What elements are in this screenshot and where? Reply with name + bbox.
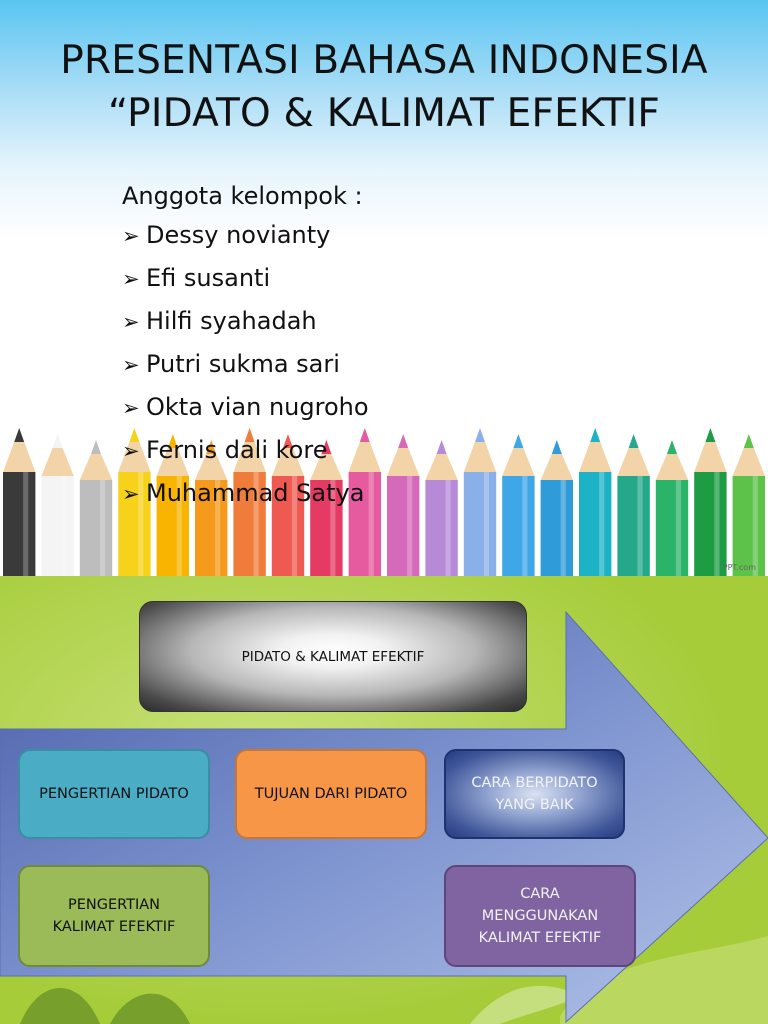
member-item bbox=[122, 343, 369, 386]
member-item bbox=[122, 472, 369, 515]
pencil-highlight bbox=[61, 476, 66, 576]
pencil-wood bbox=[41, 448, 73, 476]
tujuan-pidato-box bbox=[235, 749, 427, 839]
pencil-body bbox=[733, 476, 765, 576]
pencil-lead bbox=[398, 434, 408, 448]
member-name: Dessy novianty bbox=[146, 221, 331, 249]
pencil-lead bbox=[513, 434, 523, 448]
arrow-bullet-icon: ➢ bbox=[122, 310, 140, 334]
title-line-1: PRESENTASI BAHASA INDONESIA bbox=[60, 38, 708, 83]
pengertian-pidato-label: PENGERTIAN PIDATO bbox=[39, 786, 189, 802]
pencil-highlight bbox=[100, 480, 105, 576]
pencil bbox=[541, 440, 573, 576]
arrow-bullet-icon: ➢ bbox=[122, 439, 140, 463]
member-name: Hilfi syahadah bbox=[146, 307, 317, 335]
pengertian-kalimat-box bbox=[18, 865, 210, 967]
pencil-highlight bbox=[484, 472, 489, 576]
pencil-body bbox=[656, 480, 688, 576]
pencil bbox=[80, 440, 112, 576]
member-list-heading: Anggota kelompok : bbox=[122, 182, 363, 210]
pencil-lead bbox=[744, 434, 754, 448]
pencil-lead bbox=[667, 440, 677, 454]
pencil bbox=[3, 428, 35, 576]
cara-menggunakan-line: MENGGUNAKAN bbox=[481, 908, 599, 924]
pencil-highlight bbox=[23, 472, 28, 576]
pencil-wood bbox=[656, 454, 688, 480]
pencil-lead bbox=[53, 434, 63, 448]
arrow-bullet-icon: ➢ bbox=[122, 396, 140, 420]
pencil bbox=[733, 434, 765, 576]
cara-menggunakan-line: CARA bbox=[520, 886, 560, 902]
pencil-wood bbox=[579, 442, 611, 472]
pencil-highlight bbox=[599, 472, 604, 576]
pencil bbox=[617, 434, 649, 576]
arrow-bullet-icon: ➢ bbox=[122, 224, 140, 248]
cara-menggunakan-line: KALIMAT EFEKTIF bbox=[478, 930, 602, 946]
pencil-highlight bbox=[522, 476, 527, 576]
pengertian-pidato-box bbox=[18, 749, 210, 839]
cara-berpidato-line: YANG BAIK bbox=[495, 797, 574, 813]
pencil-lead bbox=[91, 440, 101, 454]
pencil-wood bbox=[733, 448, 765, 476]
pengertian-kalimat-line: KALIMAT EFEKTIF bbox=[52, 919, 176, 935]
pencil-wood bbox=[541, 454, 573, 480]
member-item bbox=[122, 386, 369, 429]
pencil-lead bbox=[705, 428, 715, 442]
arrow-bullet-icon: ➢ bbox=[122, 267, 140, 291]
pencil-body bbox=[464, 472, 496, 576]
pencil-highlight bbox=[407, 476, 412, 576]
pencil-wood bbox=[464, 442, 496, 472]
pencil-highlight bbox=[714, 472, 719, 576]
pencil-highlight bbox=[561, 480, 566, 576]
pencil bbox=[425, 440, 457, 576]
cara-berpidato-box bbox=[444, 749, 625, 839]
pencil-highlight bbox=[676, 480, 681, 576]
pencil bbox=[464, 428, 496, 576]
pencil-body bbox=[579, 472, 611, 576]
pengertian-kalimat-line: PENGERTIAN bbox=[67, 897, 161, 913]
member-name: Okta vian nugroho bbox=[146, 393, 369, 421]
member-name: Putri sukma sari bbox=[146, 350, 340, 378]
slide-overview bbox=[0, 576, 768, 1024]
cara-berpidato-line: CARA BERPIDATO bbox=[471, 775, 598, 791]
pencils-illustration bbox=[0, 420, 768, 576]
pencil-lead bbox=[475, 428, 485, 442]
pencil bbox=[387, 434, 419, 576]
main-topic-box bbox=[139, 601, 527, 712]
watermark-text: PPT.com bbox=[722, 563, 756, 572]
pencil-lead bbox=[629, 434, 639, 448]
pencil-body bbox=[694, 472, 726, 576]
main-topic-label: PIDATO & KALIMAT EFEKTIF bbox=[241, 648, 425, 665]
member-item bbox=[122, 429, 369, 472]
arrow-bullet-icon: ➢ bbox=[122, 482, 140, 506]
pencil-body bbox=[41, 476, 73, 576]
pencil-lead bbox=[14, 428, 24, 442]
member-name: Efi susanti bbox=[146, 264, 271, 292]
pencil-body bbox=[3, 472, 35, 576]
slide-title-heading bbox=[0, 34, 768, 140]
member-name: Muhammad Satya bbox=[146, 479, 365, 507]
pencil-body bbox=[541, 480, 573, 576]
arrow-bullet-icon: ➢ bbox=[122, 353, 140, 377]
member-name: Fernis dali kore bbox=[146, 436, 328, 464]
pencil-body bbox=[617, 476, 649, 576]
pencil-body bbox=[425, 480, 457, 576]
pencil bbox=[579, 428, 611, 576]
pencil-body bbox=[80, 480, 112, 576]
pencil-body bbox=[502, 476, 534, 576]
pencil bbox=[502, 434, 534, 576]
pencil-highlight bbox=[637, 476, 642, 576]
pencil-wood bbox=[617, 448, 649, 476]
pencil bbox=[656, 440, 688, 576]
pencil-wood bbox=[502, 448, 534, 476]
member-item bbox=[122, 300, 369, 343]
pencil-lead bbox=[552, 440, 562, 454]
pencil-wood bbox=[387, 448, 419, 476]
pencil-lead bbox=[437, 440, 447, 454]
pencil-body bbox=[387, 476, 419, 576]
title-line-2: “PIDATO & KALIMAT EFEKTIF bbox=[107, 91, 661, 136]
cara-menggunakan-box bbox=[444, 865, 636, 967]
pencil-wood bbox=[694, 442, 726, 472]
tujuan-pidato-label: TUJUAN DARI PIDATO bbox=[254, 786, 408, 802]
member-list bbox=[122, 178, 369, 515]
pencil-wood bbox=[3, 442, 35, 472]
pencil bbox=[41, 434, 73, 576]
member-item bbox=[122, 214, 369, 257]
pencil-highlight bbox=[369, 472, 374, 576]
pencil-lead bbox=[590, 428, 600, 442]
pencil-wood bbox=[80, 454, 112, 480]
pencil-wood bbox=[425, 454, 457, 480]
pencil-highlight bbox=[445, 480, 450, 576]
pencil-highlight bbox=[753, 476, 758, 576]
pencil bbox=[694, 428, 726, 576]
member-item bbox=[122, 257, 369, 300]
